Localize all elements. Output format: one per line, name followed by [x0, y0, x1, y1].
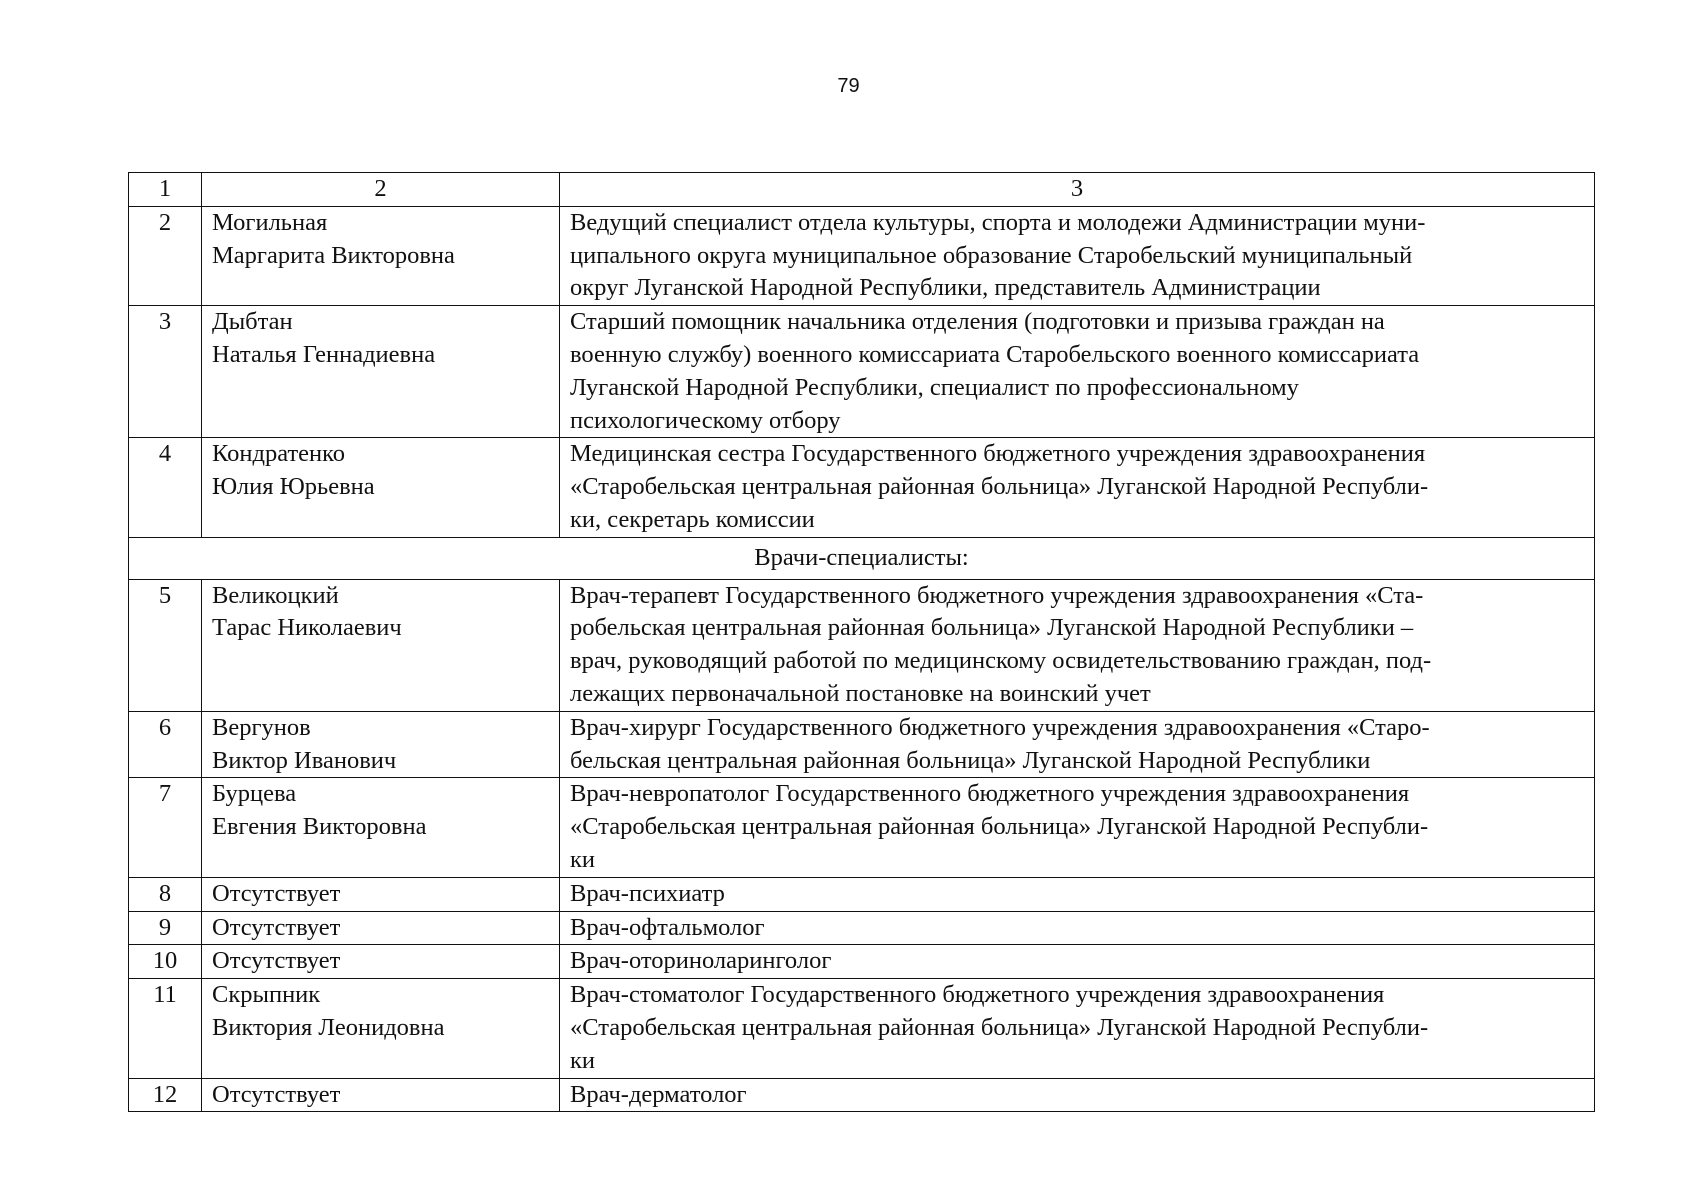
- table-row: [129, 306, 1595, 438]
- position-description-line: Ведущий специалист отдела культуры, спорта и молодежи Администрации муни-: [570, 208, 1426, 236]
- position-description-line: ки, секретарь комиссии: [570, 505, 815, 533]
- position-description-cell: [560, 778, 1595, 877]
- position-description-cell: [560, 206, 1595, 305]
- person-name-cell: [202, 979, 560, 1078]
- table-row: [129, 877, 1595, 911]
- person-name-line: Маргарита Викторовна: [212, 241, 455, 269]
- person-name-cell: [202, 579, 560, 711]
- position-description-cell: [560, 945, 1595, 979]
- column-number-1: 1: [129, 173, 202, 207]
- position-description-cell: [560, 306, 1595, 438]
- position-description-line: Врач-стоматолог Государственного бюджетного учреждения здравоохранения: [570, 981, 1385, 1009]
- row-number: 6: [129, 711, 202, 778]
- person-name-line: Юлия Юрьевна: [212, 473, 375, 501]
- person-name-line: Отсутствует: [212, 1080, 341, 1108]
- person-name-line: Евгения Викторовна: [212, 813, 427, 841]
- table-row: [129, 579, 1595, 711]
- position-description-line: Врач-офтальмолог: [570, 913, 765, 941]
- person-name-cell: [202, 206, 560, 305]
- person-name-line: Отсутствует: [212, 913, 341, 941]
- person-name-line: Отсутствует: [212, 947, 341, 975]
- person-name-line: Виктория Леонидовна: [212, 1013, 445, 1041]
- position-description-cell: [560, 911, 1595, 945]
- table-row: [129, 778, 1595, 877]
- table-row: [129, 206, 1595, 305]
- person-name-line: Виктор Иванович: [212, 746, 397, 774]
- position-description-line: бельская центральная районная больница» Луганской Народной Республики: [570, 746, 1371, 774]
- position-description-cell: [560, 579, 1595, 711]
- row-number: 9: [129, 911, 202, 945]
- person-name-line: Скрыпник: [212, 981, 321, 1009]
- person-name-line: Бурцева: [212, 780, 297, 808]
- person-name-cell: [202, 711, 560, 778]
- person-name-cell: [202, 945, 560, 979]
- position-description-line: Старший помощник начальника отделения (подготовки и призыва граждан на: [570, 308, 1385, 336]
- person-name-line: Могильная: [212, 208, 328, 236]
- table-row: [129, 979, 1595, 1078]
- person-name-line: Отсутствует: [212, 879, 341, 907]
- person-name-cell: [202, 438, 560, 537]
- row-number: 7: [129, 778, 202, 877]
- person-name-cell: [202, 1078, 560, 1112]
- position-description-line: «Старобельская центральная районная больница» Луганской Народной Республи-: [570, 1013, 1429, 1041]
- person-name-cell: [202, 877, 560, 911]
- person-name-cell: [202, 778, 560, 877]
- row-number: 4: [129, 438, 202, 537]
- position-description-line: Врач-хирург Государственного бюджетного учреждения здравоохранения «Старо-: [570, 713, 1430, 741]
- person-name-line: Кондратенко: [212, 440, 346, 468]
- table-row: [129, 911, 1595, 945]
- position-description-cell: [560, 711, 1595, 778]
- row-number: 12: [129, 1078, 202, 1112]
- table-body: [129, 173, 1595, 1112]
- person-name-cell: [202, 911, 560, 945]
- position-description-line: Луганской Народной Республики, специалист по профессиональному: [570, 373, 1299, 401]
- position-description-line: робельская центральная районная больница» Луганской Народной Республики –: [570, 614, 1414, 642]
- position-description-line: Медицинская сестра Государственного бюджетного учреждения здравоохранения: [570, 440, 1426, 468]
- section-row: [129, 537, 1595, 579]
- row-number: 11: [129, 979, 202, 1078]
- position-description-line: врач, руководящий работой по медицинскому освидетельствованию граждан, под-: [570, 647, 1432, 675]
- row-number: 10: [129, 945, 202, 979]
- column-number-2: 2: [202, 173, 560, 207]
- position-description-line: ципального округа муниципальное образование Старобельский муниципальный: [570, 241, 1413, 269]
- position-description-line: военную службу) военного комиссариата Старобельского военного комиссариата: [570, 340, 1420, 368]
- position-description-line: Врач-психиатр: [570, 879, 725, 907]
- position-description-line: «Старобельская центральная районная больница» Луганской Народной Республи-: [570, 813, 1429, 841]
- position-description-line: Врач-терапевт Государственного бюджетного учреждения здравоохранения «Ста-: [570, 581, 1424, 609]
- person-name-cell: [202, 306, 560, 438]
- commission-table: [128, 172, 1595, 1112]
- position-description-line: лежащих первоначальной постановке на воинский учет: [570, 679, 1151, 707]
- position-description-line: психологическому отбору: [570, 406, 841, 434]
- person-name-line: Великоцкий: [212, 581, 339, 609]
- page-number: 79: [837, 75, 860, 97]
- position-description-cell: [560, 877, 1595, 911]
- person-name-line: Тарас Николаевич: [212, 614, 402, 642]
- row-number: 8: [129, 877, 202, 911]
- position-description-line: «Старобельская центральная районная больница» Луганской Народной Республи-: [570, 473, 1429, 501]
- section-title: Врачи-специалисты:: [129, 537, 1595, 579]
- position-description-line: Врач-оториноларинголог: [570, 947, 832, 975]
- position-description-line: Врач-невропатолог Государственного бюджетного учреждения здравоохранения: [570, 780, 1410, 808]
- row-number: 3: [129, 306, 202, 438]
- table-row: [129, 711, 1595, 778]
- position-description-cell: [560, 438, 1595, 537]
- column-number-3: 3: [560, 173, 1595, 207]
- position-description-line: Врач-дерматолог: [570, 1080, 747, 1108]
- position-description-line: округ Луганской Народной Республики, представитель Администрации: [570, 274, 1321, 302]
- person-name-line: Дыбтан: [212, 308, 293, 336]
- position-description-line: ки: [570, 1046, 596, 1074]
- person-name-line: Вергунов: [212, 713, 311, 741]
- row-number: 5: [129, 579, 202, 711]
- table-header-row: [129, 173, 1595, 207]
- table-row: [129, 1078, 1595, 1112]
- position-description-cell: [560, 979, 1595, 1078]
- row-number: 2: [129, 206, 202, 305]
- table-row: [129, 945, 1595, 979]
- person-name-line: Наталья Геннадиевна: [212, 340, 436, 368]
- table-row: [129, 438, 1595, 537]
- position-description-cell: [560, 1078, 1595, 1112]
- position-description-line: ки: [570, 845, 596, 873]
